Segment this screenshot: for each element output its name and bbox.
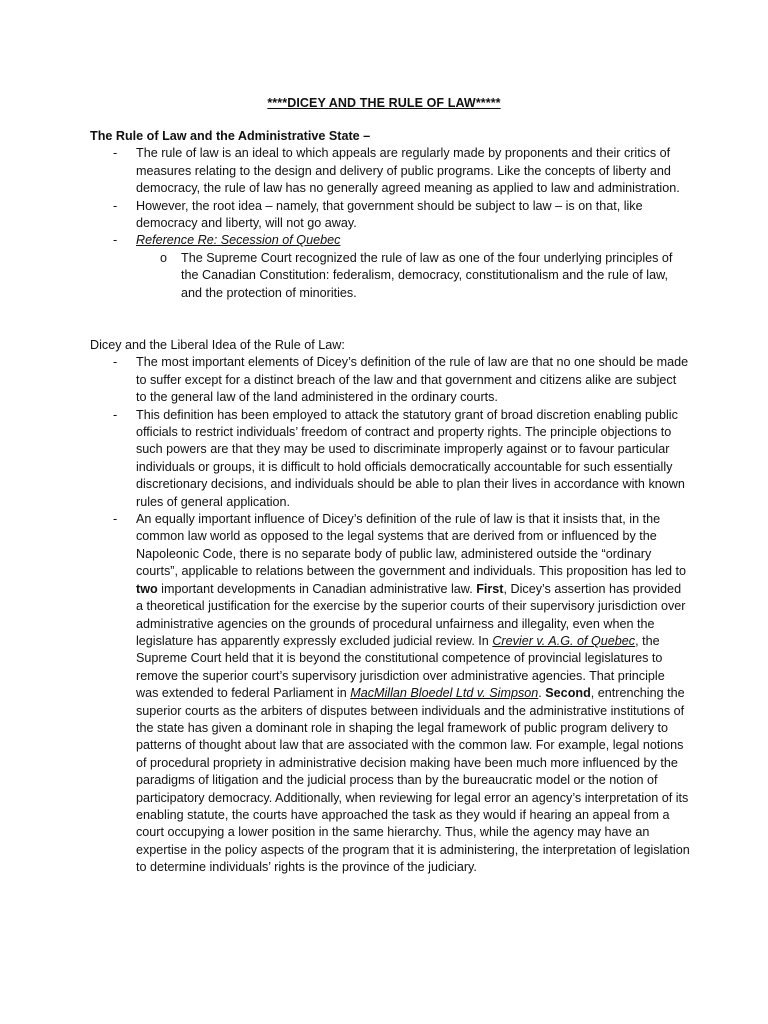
bullet-marker: - (113, 146, 118, 161)
sub-bullet-list (136, 250, 690, 302)
case-citation: Reference Re: Secession of Quebec (136, 233, 341, 248)
list-item (90, 511, 690, 877)
section-heading: Dicey and the Liberal Idea of the Rule of Law: (90, 338, 345, 352)
bullet-text: , Dicey’s assertion has provided a theoretical justification for the exercise by the superior courts of their supervisory jurisdiction over administrative agencies on the grounds of procedural unfairness and illegality, even when the legislature has apparently expressly excluded judicial review. In (136, 581, 686, 648)
section-heading: The Rule of Law and the Administrative State – (90, 129, 371, 143)
bullet-marker: - (113, 407, 118, 422)
sub-bullet-text: The Supreme Court recognized the rule of law as one of the four underlying principles of the Canadian Constitution: federalism, democracy, constitutionalism and the rule of law, and the protection of minorities. (181, 250, 673, 300)
bullet-marker: - (113, 512, 118, 527)
section-rule-of-law-admin-state (90, 128, 690, 302)
bullet-text: The rule of law is an ideal to which appeals are regularly made by proponents and their critics of measures relating to the design and delivery of public programs. Like the concepts of liberty and democracy, the rule of law has no generally agreed meaning as applied to law and administration. (136, 146, 680, 196)
bullet-text: , entrenching the superior courts as the arbiters of disputes between individuals and the administrative institutions of the state has given a dominant role in shaping the legal framework of public program delivery to patterns of thought about law that are associated with the common law. For example, legal notions of procedural propriety in administrative decision making have been much more influenced by the paradigms of litigation and the judicial process than by the bureaucratic model or the notion of participatory democracy. Additionally, when reviewing for legal error an agency’s interpretation of its enabling statute, the courts have approached the task as they would if hearing an appeal from a court occupying a lower position in the same hierarchy. Thus, while the agency may have an expertise in the policy aspects of the program that it is administering, the interpretation of legislation to determine individuals’ rights is the province of the judiciary. (136, 686, 690, 875)
emphasis-text: First (476, 581, 504, 596)
sub-bullet-marker: o (160, 250, 168, 265)
bullet-text: important developments in Canadian administrative law. (157, 581, 477, 596)
bullet-text: The most important elements of Dicey’s definition of the rule of law are that no one should be made to suffer except for a distinct breach of the law and that government and citizens alike are subject to the general law of the land administered in the ordinary courts. (136, 355, 689, 405)
bullet-text: This definition has been employed to attack the statutory grant of broad discretion enabling public officials to restrict individuals’ freedom of contract and property rights. The principle objections to such powers are that they may be used to discriminate improperly against or to favour particular individuals or groups, it is difficult to hold officials democratically accountable for such essentially discretionary decisions, and individuals should be able to plan their lives in accordance with known rules of general application. (136, 407, 685, 509)
list-item (90, 407, 690, 511)
case-citation: MacMillan Bloedel Ltd v. Simpson (350, 686, 539, 701)
bullet-list (90, 145, 690, 302)
bullet-text: . (538, 686, 546, 701)
bullet-marker: - (113, 355, 118, 370)
section-dicey-liberal-idea (90, 337, 690, 877)
list-item (90, 354, 690, 406)
list-item (90, 145, 690, 197)
bullet-text: , the Supreme Court held that it is beyond the constitutional competence of provincial legislatures to remove the superior court’s supervisory jurisdiction over administrative agencies. That principle was extended to federal Parliament in (136, 633, 665, 701)
list-item (90, 198, 690, 233)
bullet-text: An equally important influence of Dicey’s definition of the rule of law is that it insists that, in the common law world as opposed to the legal systems that are derived from or influenced by the Napoleonic Code, there is no separate body of public law, administered outside the “ordinary courts”, applicable to relations between the government and individuals. This proposition has led to (136, 512, 687, 579)
case-citation: Crevier v. A.G. of Quebec (492, 633, 636, 648)
bullet-text: However, the root idea – namely, that government should be subject to law – is on that, like democracy and liberty, will not go away. (136, 198, 643, 231)
emphasis-text: Second (545, 686, 591, 701)
bullet-list (90, 354, 690, 876)
list-item (136, 250, 690, 302)
bullet-marker: - (113, 198, 118, 213)
emphasis-text: two (136, 581, 158, 596)
document-title: ****DICEY AND THE RULE OF LAW***** (267, 96, 501, 110)
list-item (90, 232, 690, 302)
bullet-marker: - (113, 233, 118, 248)
